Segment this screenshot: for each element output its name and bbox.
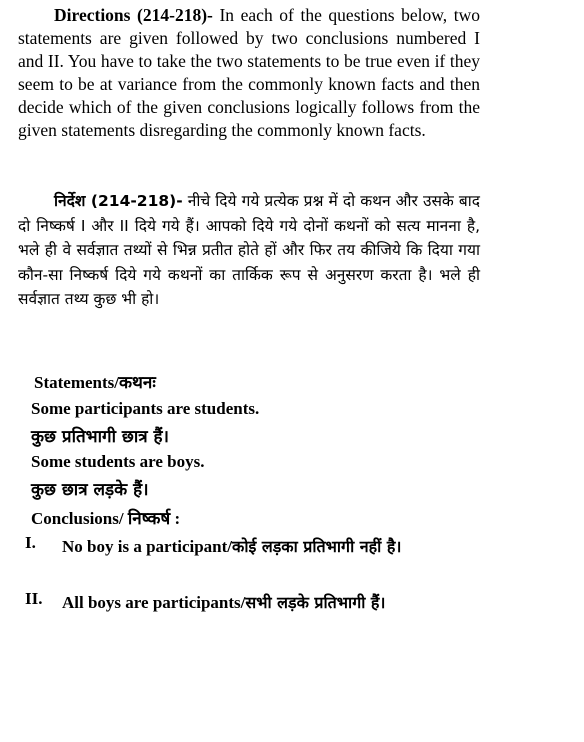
statement-2-hindi: कुछ छात्र लड़के हैं। <box>31 480 149 500</box>
statement-2-english: Some students are boys. <box>31 452 205 471</box>
directions-english <box>18 4 480 142</box>
conclusion-1-text <box>62 533 482 560</box>
directions-hindi-text: नीचे दिये गये प्रत्येक प्रश्न में दो कथन और उसके बाद दो निष्कर्ष I और II दिये गये हैं। आपको दिये गये दोनों कथनों को सत्य मानना है, भले ही वे सर्वज्ञात तथ्यों से भिन्न प्रतीत होते हों और फिर तय कीजिये कि दिया गया कौन-सा निष्कर्ष दिये गये कथनों का तार्किक रूप से अनुसरण करता है। भले ही सर्वज्ञात तथ्य कुछ भी हो। <box>18 192 480 308</box>
statement-1-hindi: कुछ प्रतिभागी छात्र हैं। <box>31 427 169 447</box>
conclusion-1 <box>25 533 465 589</box>
conclusion-2-text <box>62 589 482 616</box>
conclusions-heading: Conclusions/ निष्कर्ष : <box>31 509 181 528</box>
conclusion-2-hindi: सभी लड़के प्रतिभागी हैं। <box>245 593 386 612</box>
directions-english-label: Directions (214-218)- <box>54 5 213 25</box>
statements-heading: Statements/कथनः <box>34 373 156 392</box>
directions-hindi-label: निर्देश (214-218)- <box>54 192 183 210</box>
conclusion-2-number: II. <box>25 589 43 608</box>
conclusion-1-hindi: कोई लड़का प्रतिभागी नहीं है। <box>232 537 402 556</box>
statement-1-english: Some participants are students. <box>31 399 260 418</box>
conclusion-2-english: All boys are participants/ <box>62 593 246 612</box>
conclusion-1-number: I. <box>25 533 36 552</box>
conclusion-1-english: No boy is a participant/ <box>62 537 233 556</box>
directions-english-text: In each of the questions below, two statements are given followed by two conclusions numbered I and II. You have to take the two statements to be true even if they seem to be at variance from the commonly known facts and then decide which of the given conclusions logically follows from the given statements disregarding the commonly known facts. <box>18 5 480 140</box>
conclusion-2 <box>25 589 465 645</box>
directions-hindi <box>18 189 480 312</box>
